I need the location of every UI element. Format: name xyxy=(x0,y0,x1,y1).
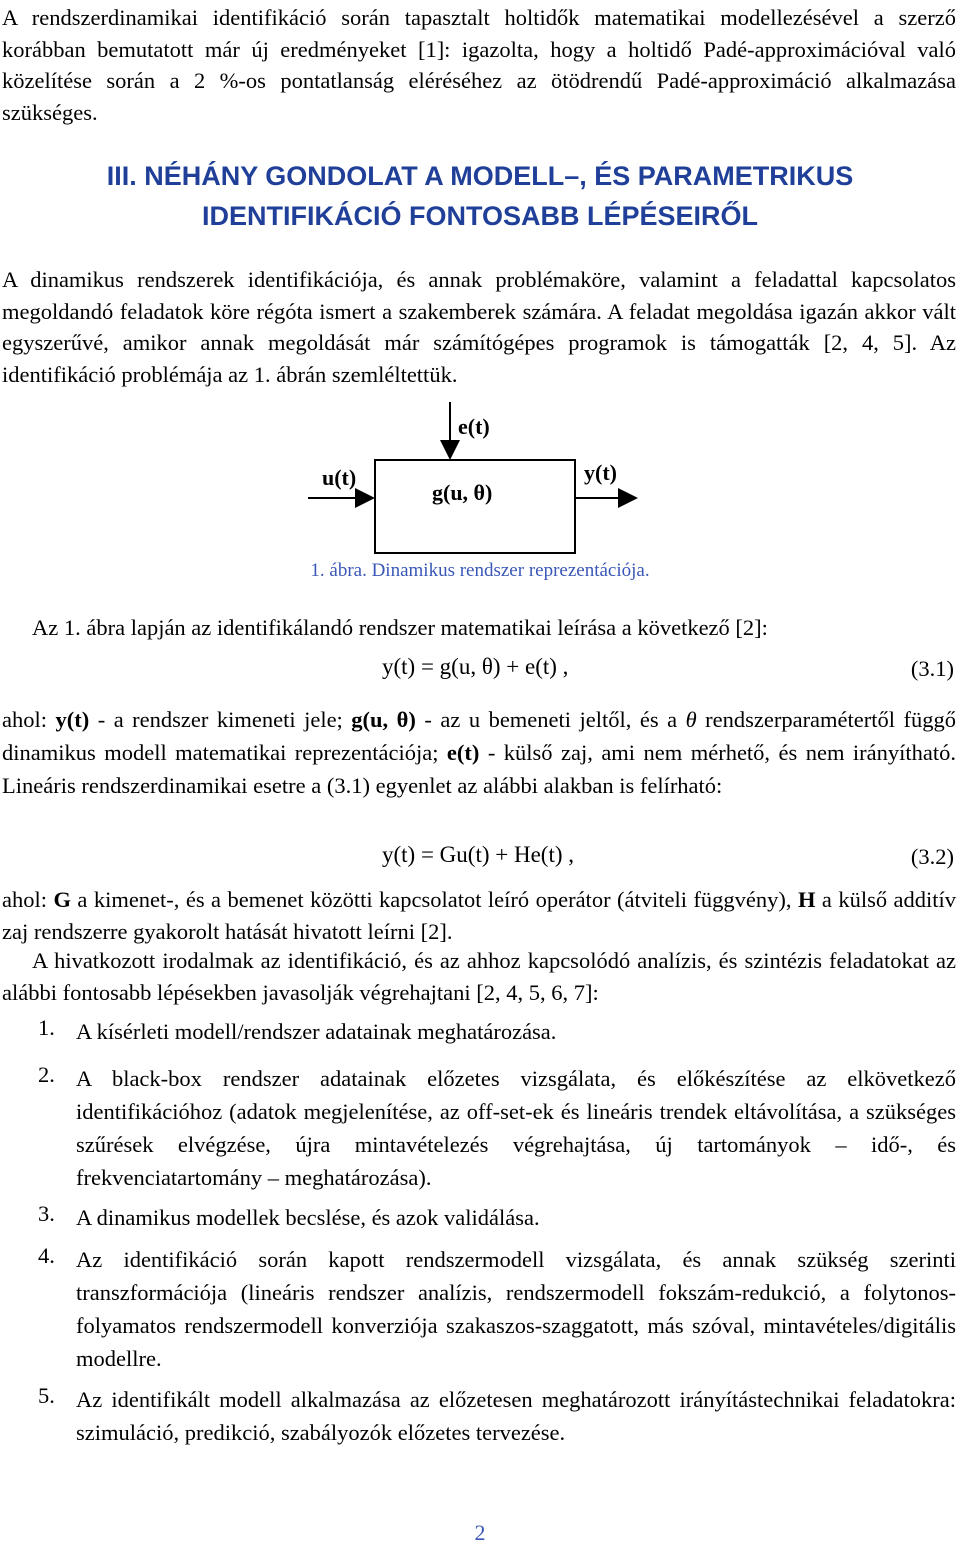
paragraph-description-lead: Az 1. ábra lapján az identifikálandó rendszer matematikai leírása a következő [2]: xyxy=(32,615,768,640)
intro-paragraph: A rendszerdinamikai identifikáció során tapasztalt holtidők matematikai modellezésével a szerző korábban bemutatott már új eredményeket [1]: igazolta, hogy a holtidő Padé-approximációval való közelítése során a 2 %-os pontatlanság eléréséhez az ötödrendű Padé-approximáció alkalmazása szükséges. xyxy=(2,5,956,125)
list-item-text: Az identifikáció során kapott rendszermodell vizsgálata, és annak szükség szerinti transzformációja (lineáris rendszer analízis, rendszermodell fokszám-redukció, a folytonos-folyamatos rendszermodell konverziója szakaszos-szaggatott, más szóval, mintavételes/digitális modellre. xyxy=(76,1247,956,1371)
definition-g-text: - az u bemeneti jeltől, és a xyxy=(415,707,686,732)
section-heading-line-1: III. NÉHÁNY GONDOLAT A MODELL–, ÉS PARAMETRIKUS xyxy=(106,161,854,191)
list-item-text: A dinamikus modellek becslése, és azok validálása. xyxy=(76,1205,540,1230)
system-block xyxy=(375,460,575,553)
equation-3-2-number: (3.2) xyxy=(910,844,954,869)
paragraph-operator-definitions xyxy=(2,884,956,947)
input-label: u(t) xyxy=(322,465,357,490)
list-item-number: 4. xyxy=(38,1243,55,1268)
symbol-theta: θ xyxy=(685,707,697,732)
symbol-H: H xyxy=(797,887,816,912)
symbol-G: G xyxy=(53,887,71,912)
paragraph-variable-definitions xyxy=(2,703,956,802)
operator-H-text: a külső additív zaj rendszerre gyakorolt hatását hivatott leírni [2]. xyxy=(2,887,956,944)
output-label: y(t) xyxy=(584,460,617,485)
list-item-number: 5. xyxy=(38,1383,55,1408)
symbol-g: g(u, θ) xyxy=(351,707,416,732)
noise-label: e(t) xyxy=(458,414,490,439)
list-item-text: Az identifikált modell alkalmazása az előzetesen meghatározott irányítástechnikai feladatokra: szimuláció, predikció, szabályozók előzetes tervezése. xyxy=(76,1387,956,1445)
list-item-number: 1. xyxy=(38,1015,55,1040)
definition-theta-text: rendszerparamétertől függő dinamikus modell matematikai reprezentációja; xyxy=(2,707,956,765)
operator-lead: ahol: xyxy=(2,887,54,912)
list-item-text: A kísérleti modell/rendszer adatainak meghatározása. xyxy=(76,1019,557,1044)
system-block-diagram xyxy=(300,398,640,558)
equation-3-1: y(t) = g(u, θ) + e(t) , xyxy=(382,654,569,679)
paragraph-identification-problem: A dinamikus rendszerek identifikációja, és annak problémaköre, valamint a feladattal kapcsolatos megoldandó feladatok köre régóta ismert a szakemberek számára. A feladat megoldása igazán akkor vált egyszerűvé, amikor annak megoldását már számítógépes programok is támogatták [2, 4, 5]. Az identifikáció problémája az 1. ábrán szemléltettük. xyxy=(2,267,956,387)
definition-lead: ahol: xyxy=(2,707,47,732)
block-label: g(u, θ) xyxy=(432,480,493,505)
paragraph-steps-intro: A hivatkozott irodalmak az identifikáció, és az ahhoz kapcsolódó analízis, és szintézis feladatokat az alábbi fontosabb lépésekben javasolják végrehajtani [2, 4, 5, 6, 7]: xyxy=(2,948,956,1005)
list-item-number: 3. xyxy=(38,1201,55,1226)
equation-3-1-number: (3.1) xyxy=(910,656,954,681)
equation-3-2: y(t) = Gu(t) + He(t) , xyxy=(382,842,574,867)
list-item-number: 2. xyxy=(38,1062,55,1087)
definition-y-text: - a rendszer kimeneti jele; xyxy=(89,707,352,732)
list-item-text: A black-box rendszer adatainak előzetes vizsgálata, és előkészítése az elkövetkező identifikációhoz (adatok megjelenítése, az off-set-ek és lineáris trendek eltávolítása, a szükséges szűrések elvégzése, újra mintavételezés végrehajtása, új tartományok – idő-, és frekvenciatartomány – meghatározása). xyxy=(76,1066,956,1190)
section-heading-line-2: IDENTIFIKÁCIÓ FONTOSABB LÉPÉSEIRŐL xyxy=(201,201,759,231)
page-number: 2 xyxy=(474,1520,486,1545)
operator-G-text: a kimenet-, és a bemenet közötti kapcsolatot leíró operátor (átviteli függvény), xyxy=(70,887,798,912)
symbol-e: e(t) xyxy=(446,740,480,765)
symbol-y: y(t) xyxy=(55,707,90,732)
figure-caption: 1. ábra. Dinamikus rendszer reprezentációja. xyxy=(310,560,650,581)
definition-e-text: - külső zaj, ami nem mérhető, és nem irányítható. Lineáris rendszerdinamikai esetre a (3.1) egyenlet az alábbi alakban is felírható: xyxy=(2,740,956,798)
